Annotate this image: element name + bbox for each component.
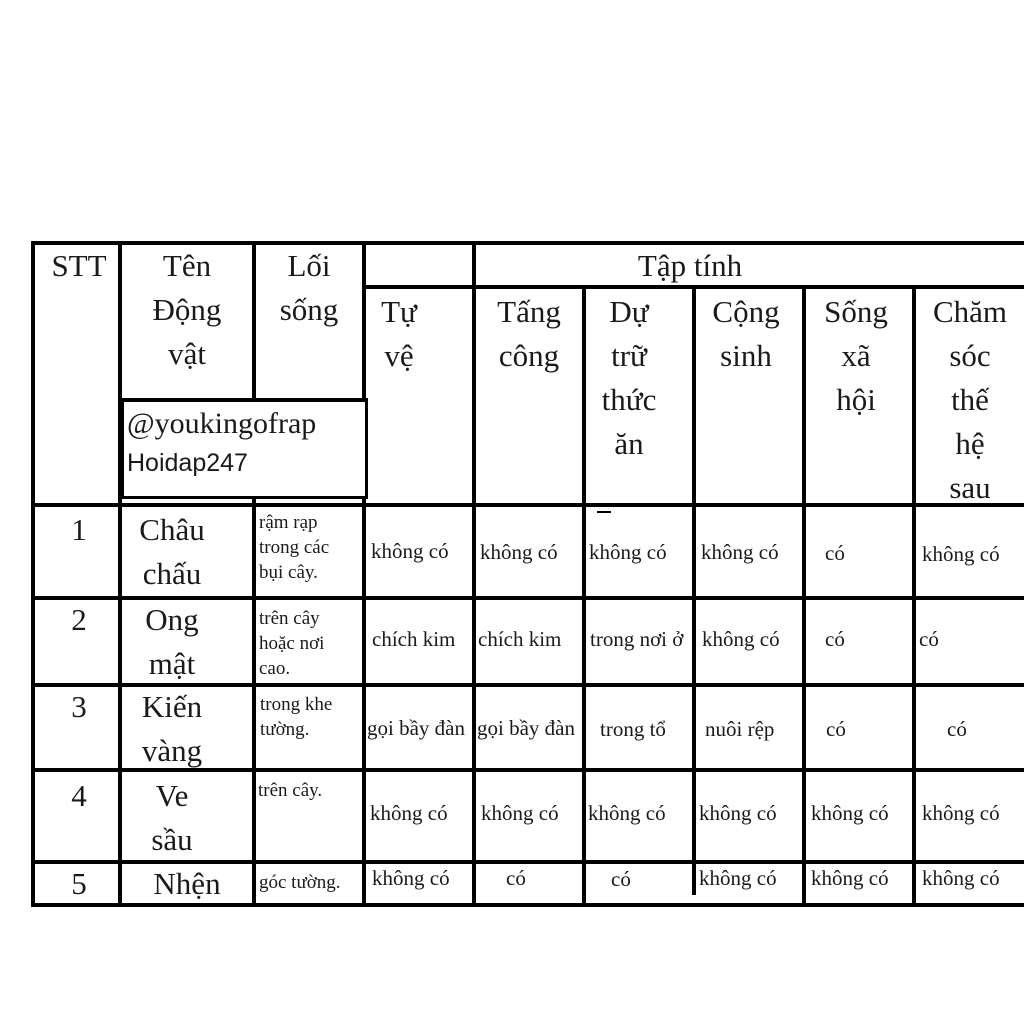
row-1-tan-cong: không có [480,540,558,564]
header-bottom-rule [31,503,1024,507]
header-loi-song: Lối sống [279,248,339,327]
row-2-stt: 2 [71,602,87,637]
row-4-tan-cong: không có [481,801,559,825]
watermark-handle: @youkingofrap [127,407,317,440]
row-1-tu-ve: không có [371,539,449,563]
row-3-tu-ve: gọi bầy đàn [367,716,465,740]
row-5-ten: Nhện [153,866,221,901]
row-5-tan-cong: có [506,866,526,890]
row-1-du-tru: không có [589,540,667,564]
row-1-du-tru-mark [597,511,611,513]
row-3-loi-song: trong khe tường. [260,694,333,740]
row-5-tu-ve: không có [372,866,450,890]
row-5-cong-sinh: không có [699,866,777,890]
header-ten-dong-vat: Tên Động vật [152,248,222,371]
header-cham-soc-the-he-sau: Chăm sóc thế hệ sau [932,294,1008,505]
row-5-stt: 5 [71,866,87,901]
row-3-du-tru: trong tổ [600,717,666,741]
table-border-left [31,241,35,907]
row-4-song-xa-hoi: không có [811,801,889,825]
header-stt: STT [51,248,107,283]
row-3-ten: Kiến vàng [141,689,203,768]
row-4-cham-soc: không có [922,801,1000,825]
header-song-xa-hoi: Sống xã hội [824,294,888,417]
row-1-stt: 1 [71,512,87,547]
row-1-song-xa-hoi: có [825,541,845,565]
row-1-cham-soc: không có [922,542,1000,566]
row-2-tu-ve: chích kim [372,627,456,651]
row-5-song-xa-hoi: không có [811,866,889,890]
row-3-stt: 3 [71,689,87,724]
watermark-site: Hoidap247 [127,449,248,477]
row-4-ten: Ve sầu [151,778,193,857]
row-5-loi-song: góc tường. [259,872,341,893]
row-1-ten: Châu chấu [139,512,205,591]
row-3-cong-sinh: nuôi rệp [705,717,775,741]
row-4-loi-song: trên cây. [258,780,323,801]
row-1-loi-song: rậm rạp trong các bụi cây. [259,512,330,583]
row-1-cong-sinh: không có [701,540,779,564]
row-5-cham-soc: không có [922,866,1000,890]
row-4-cong-sinh: không có [699,801,777,825]
row-2-song-xa-hoi: có [825,627,845,651]
row-4-stt: 4 [71,778,87,813]
row-3-cham-soc: có [947,717,967,741]
ten-col-rule [252,241,256,907]
header-tu-ve: Tự vệ [381,294,417,373]
row-2-cong-sinh: không có [702,627,780,651]
row-3-song-xa-hoi: có [826,717,846,741]
row-4-du-tru: không có [588,801,666,825]
row-2-tan-cong: chích kim [478,627,562,651]
row-4-tu-ve: không có [370,801,448,825]
row-2-du-tru: trong nơi ở [590,627,684,651]
header-cong-sinh: Cộng sinh [712,294,780,373]
row-3-tan-cong: gọi bầy đàn [477,716,575,740]
row-2-ten: Ong mật [145,602,199,681]
row-5-du-tru: có [611,867,631,891]
row-2-loi-song: trên cây hoặc nơi cao. [259,608,325,679]
header-tap-tinh: Tập tính [637,248,743,283]
header-tan-cong: Tấng công [497,294,561,373]
header-du-tru-thuc-an: Dự trữ thức ăn [601,294,657,461]
row-2-cham-soc: có [919,627,939,651]
